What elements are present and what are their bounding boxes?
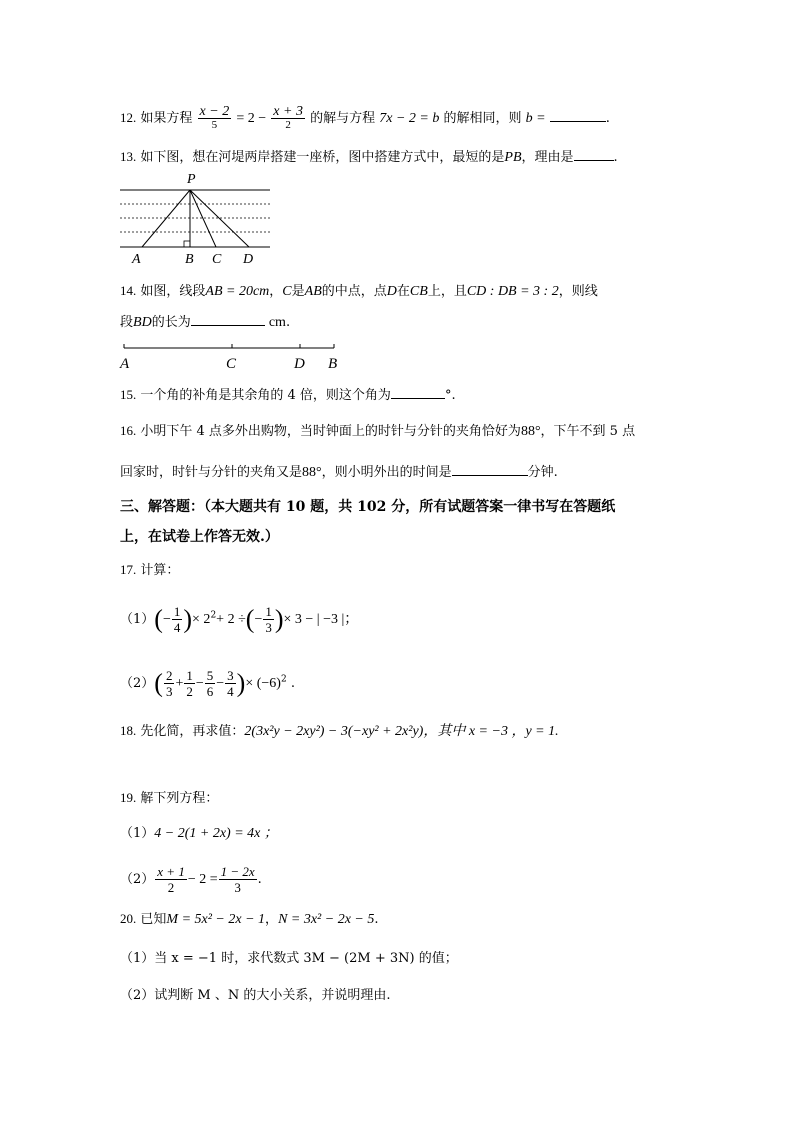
label-P: P — [187, 172, 196, 187]
label-C: C — [226, 356, 237, 372]
question-19-part2: （2） $\frac{x + 1}{2}$ − 2 = $\frac{1 - 2x}{3}$ . — [120, 864, 262, 895]
label-D: D — [243, 252, 254, 266]
fraction: $\frac{x + 3}{2}$ — [273, 104, 303, 131]
math-expression: = 2 − — [236, 111, 267, 126]
section-heading-line2: 上，在试卷上作答无效.） — [120, 529, 279, 545]
math-expression: CD : DB = 3 : 2 — [466, 284, 559, 299]
section-heading: 三、解答题：（本大题共有 10 题，共 102 分，所有试题答案一律书写在答题纸 — [120, 499, 616, 515]
label-B: B — [328, 356, 338, 372]
question-number: 12. — [120, 110, 137, 125]
question-17-part2: （2）( $\frac{2}{3}$ + $\frac{1}{2}$ − $\frac{5}{6}$ − $\frac{3}{4}$ )× $(-6)^2$ . — [120, 668, 295, 699]
fraction: $\frac{3}{4}$ — [227, 668, 234, 699]
math-expression: N = 3x² − 2x − 5 — [278, 912, 375, 927]
question-17-part1: （1）(− $\frac{1}{4}$ )× $2^2+ 2$ ÷(− $\frac{1}{3}$ )× 3 − | −3 |； — [120, 604, 359, 635]
label-C: C — [212, 252, 222, 266]
segment-PD — [190, 190, 249, 247]
label-A: A — [132, 252, 141, 266]
fraction: $\frac{1}{2}$ — [186, 668, 193, 699]
fraction: $\frac{x + 1}{2}$ — [157, 864, 185, 895]
answer-blank[interactable] — [391, 384, 445, 399]
question-15: 15. 一个角的补角是其余角的 4 倍，则这个角为 °. — [120, 384, 456, 406]
question-text: 一个角的补角是其余角的 4 倍，则这个角为 — [140, 388, 391, 403]
math-expression: 4 − 2(1 + 2x) = 4x ； — [154, 826, 278, 841]
fraction: $\frac{x - 2}{5}$ — [199, 104, 230, 131]
question-20-part2: （2）试判断 M 、N 的大小关系，并说明理由. — [120, 988, 391, 1003]
math-expression: b = — [525, 111, 546, 126]
question-number: 13. — [120, 149, 137, 164]
question-20: 20. 已知M = 5x² − 2x − 1，N = 3x² − 2x − 5. — [120, 911, 379, 927]
question-number: 19. — [120, 790, 137, 805]
question-text: 的解与方程 — [310, 111, 376, 126]
fraction: $\frac{1 - 2x}{3}$ — [220, 864, 255, 895]
math-expression: 2(3x²y − 2xy²) − 3(−xy² + 2x²y) — [244, 724, 424, 739]
question-text: 如果方程 — [140, 111, 193, 126]
question-19: 19. 解下列方程： — [120, 790, 219, 806]
math-expression: PB — [504, 150, 522, 165]
fraction: $\frac{2}{3}$ — [165, 668, 173, 699]
question-number: 14. — [120, 283, 137, 298]
question-text: 的解相同，则 — [443, 111, 522, 126]
fraction: $\frac{1}{3}$ — [265, 604, 272, 635]
answer-blank[interactable] — [191, 311, 265, 326]
question-number: 17. — [120, 562, 137, 577]
math-expression: AB = 20cm — [205, 284, 270, 299]
segment-PC — [190, 190, 216, 247]
question-19-part1: （1）4 − 2(1 + 2x) = 4x ； — [120, 826, 278, 841]
question-12: 12. 如果方程 $\frac{x - 2}{5}$ = 2 − $\frac{x + 3}{2}$ 的解与方程 7x − 2 = b 的解相同，则 b = . — [120, 104, 610, 131]
label-D: D — [294, 356, 305, 372]
question-17: 17. 计算： — [120, 562, 180, 578]
question-number: 20. — [120, 911, 137, 926]
label-A: A — [120, 356, 130, 372]
question-14: 14. 如图，线段AB = 20cm，C是AB的中点，点D在CB上，且CD : DB = 3 : 2，则线 — [120, 283, 598, 299]
question-number: 15. — [120, 387, 137, 402]
right-angle-mark — [184, 241, 190, 247]
math-expression: 7x − 2 = b — [379, 111, 440, 126]
question-text: ，理由是 — [521, 150, 574, 165]
fraction: $\frac{1}{4}$ — [173, 604, 181, 635]
question-14-line2: 段BD的长为 cm. — [120, 311, 290, 333]
question-16: 16. 小明下午 4 点多外出购物，当时钟面上的时针与分针的夹角恰好为88°，下午不到 5 点 — [120, 423, 636, 439]
question-number: 16. — [120, 423, 137, 438]
question-18: 18. 先化简，再求值：2(3x²y − 2xy²) − 3(−xy² + 2x²y)，其中 x = −3 ，y = 1. — [120, 723, 559, 739]
segment-figure — [118, 338, 348, 374]
fraction: $\frac{5}{6}$ — [206, 668, 214, 699]
label-B: B — [185, 252, 194, 266]
math-expression: M = 5x² − 2x − 1 — [166, 912, 266, 927]
question-number: 18. — [120, 723, 137, 738]
bridge-figure — [112, 168, 282, 266]
answer-blank[interactable] — [574, 146, 614, 161]
segment-PA — [142, 190, 190, 247]
answer-blank[interactable] — [550, 107, 606, 122]
question-13: 13. 如下图，想在河堤两岸搭建一座桥，图中搭建方式中，最短的是PB，理由是 . — [120, 146, 618, 168]
question-20-part1: （1）当 x = −1 时，求代数式 3M − (2M + 3N) 的值； — [120, 951, 458, 966]
question-text: 如下图，想在河堤两岸搭建一座桥，图中搭建方式中，最短的是 — [140, 150, 505, 165]
question-16-line2: 回家时，时针与分针的夹角又是88°，则小明外出的时间是 分钟. — [120, 461, 558, 483]
answer-blank[interactable] — [452, 461, 528, 476]
